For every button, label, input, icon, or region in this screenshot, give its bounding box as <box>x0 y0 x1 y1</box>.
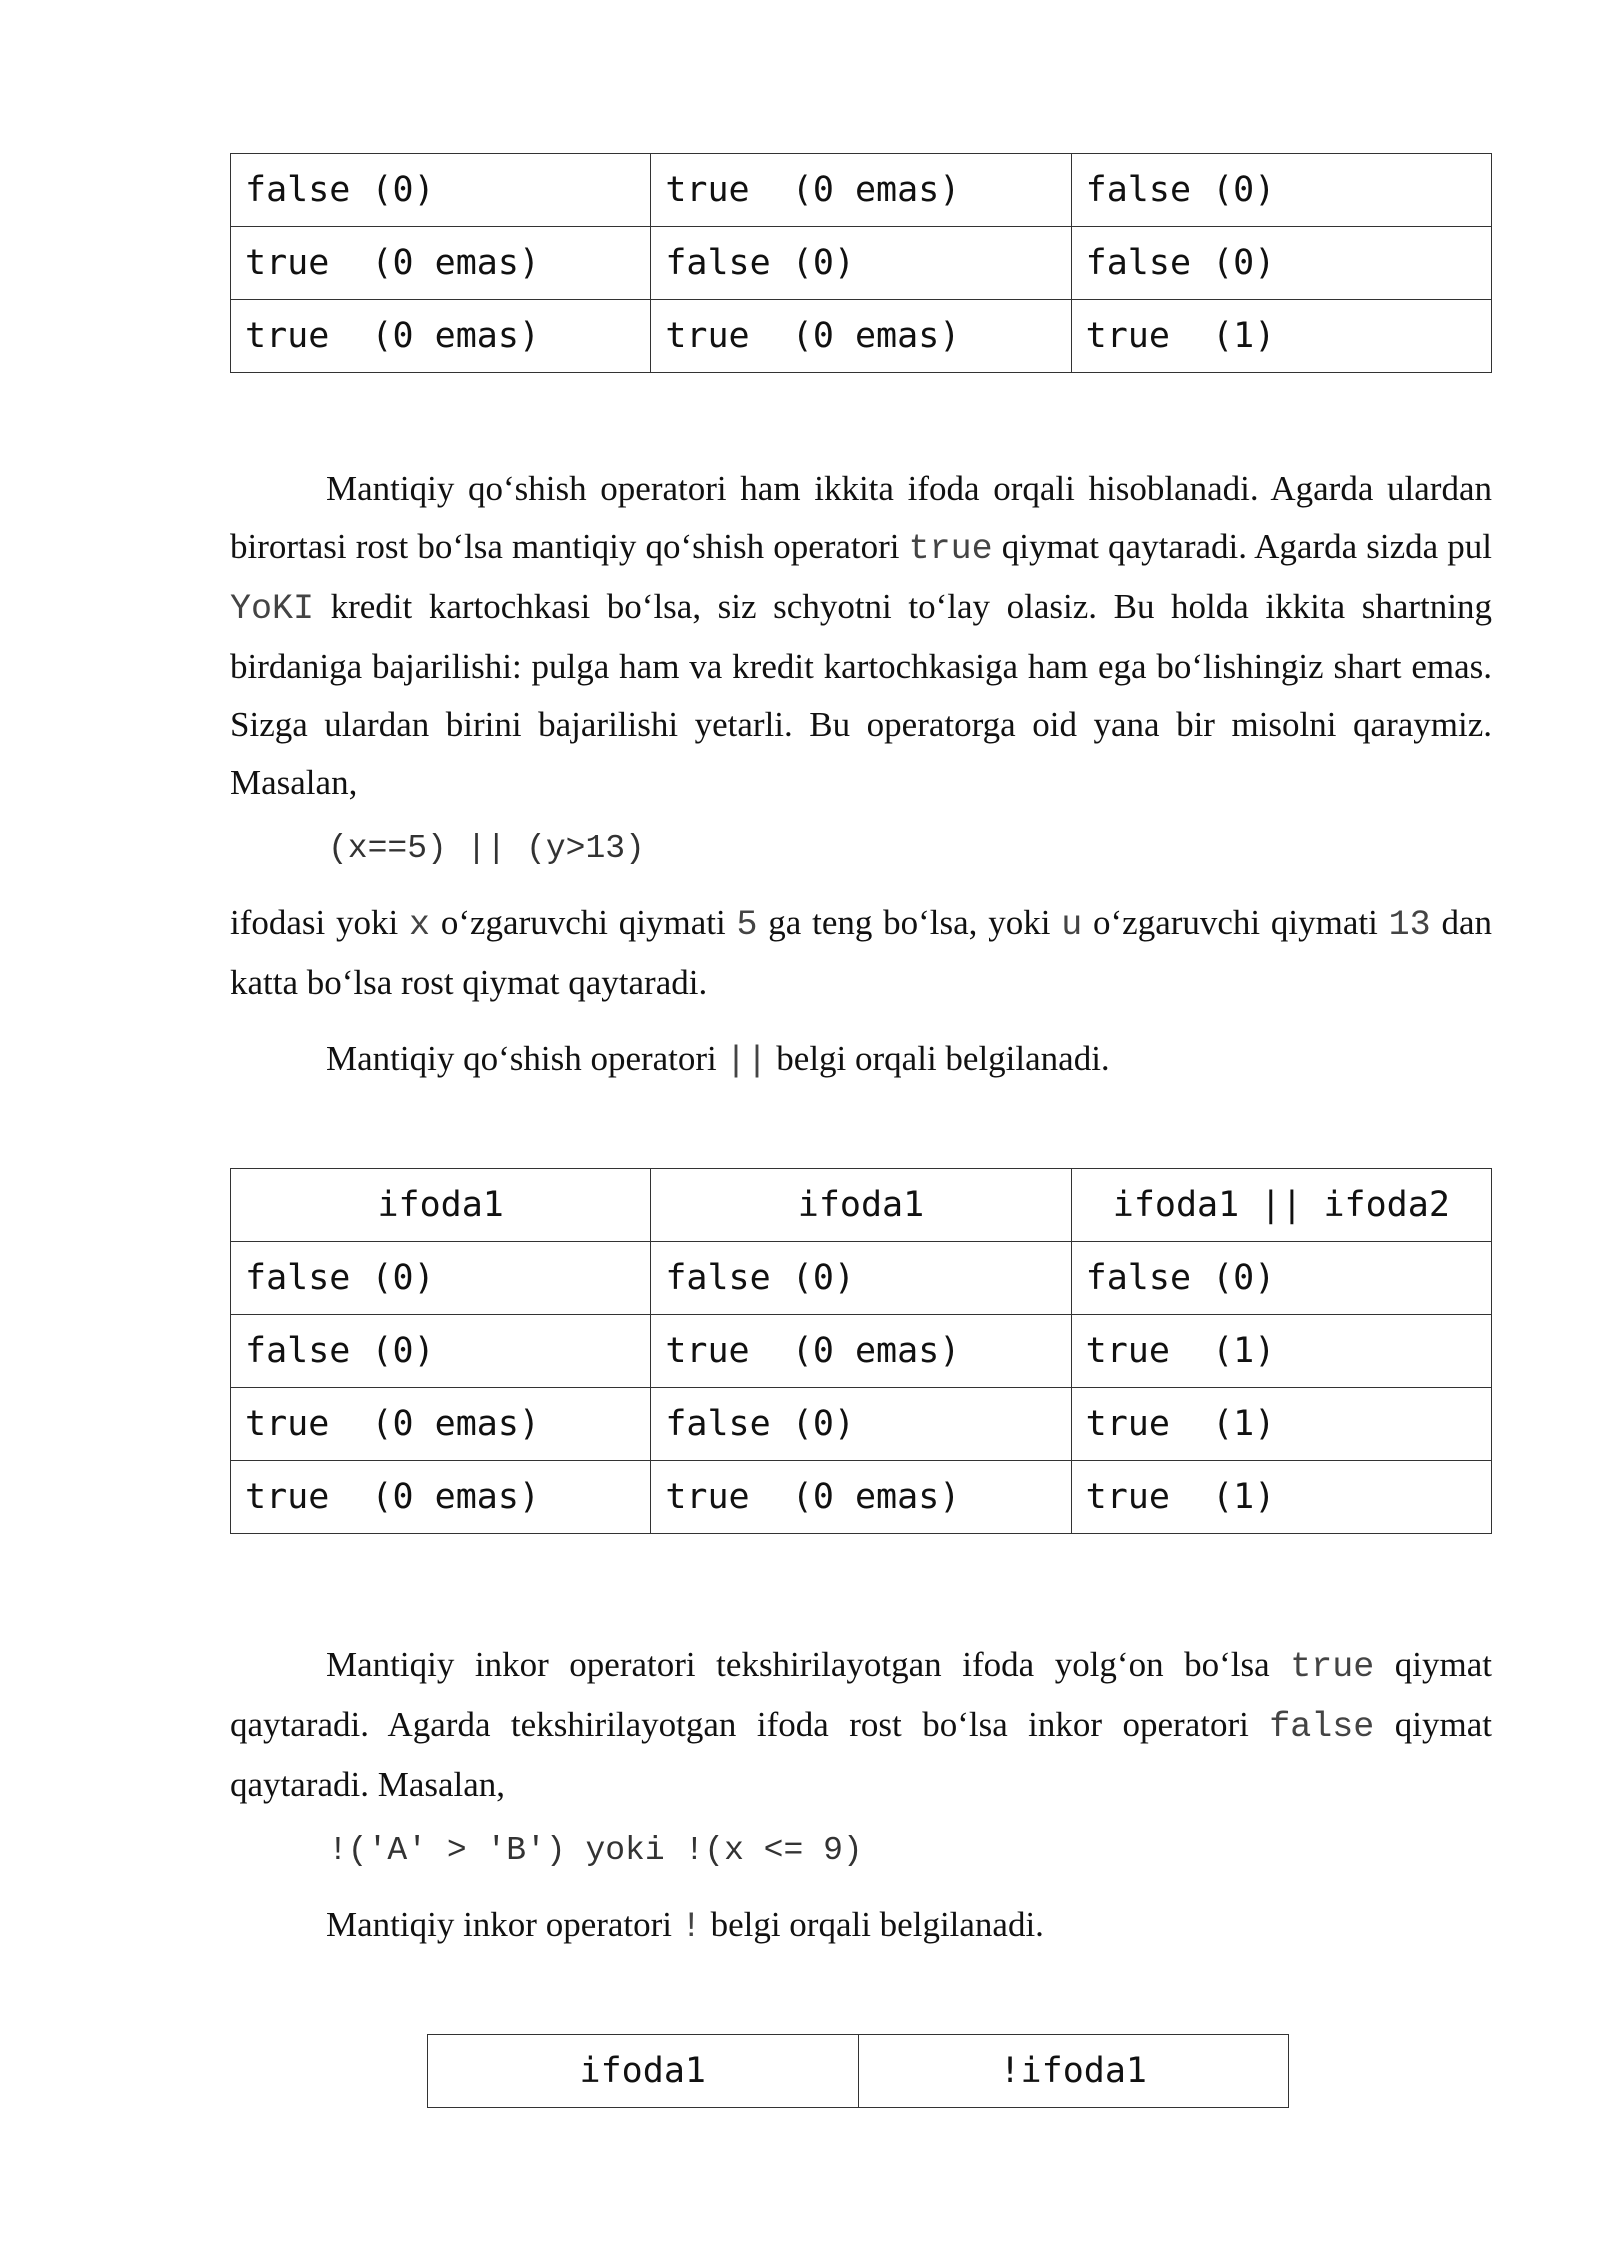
inline-code: ! <box>680 1907 702 1947</box>
truth-table-and <box>230 153 1492 373</box>
paragraph-not-symbol <box>230 1896 1492 1956</box>
table-cell: false (0) <box>1071 1242 1491 1315</box>
text-run: qiymat qaytaradi. Agarda sizda pul <box>992 527 1492 566</box>
inline-code: 5 <box>736 905 758 945</box>
table-header-cell: ifoda1 || ifoda2 <box>1071 1169 1491 1242</box>
table-cell: false (0) <box>231 1315 651 1388</box>
inline-code: || <box>725 1041 768 1081</box>
inline-code: YoKI <box>230 589 315 629</box>
inline-code: true <box>908 529 993 569</box>
table-header-cell: ifoda1 <box>231 1169 651 1242</box>
text-run: ifodasi yoki <box>230 903 410 942</box>
table-cell: false (0) <box>651 1388 1071 1461</box>
text-run: belgi orqali belgilanadi. <box>767 1039 1110 1078</box>
text-run: belgi orqali belgilanadi. <box>701 1905 1044 1944</box>
table-cell: true (0 emas) <box>231 300 651 373</box>
inline-code: true <box>1290 1647 1375 1687</box>
table-row <box>231 1388 1492 1461</box>
table-cell: false (0) <box>651 227 1071 300</box>
table-cell: true (1) <box>1071 1388 1491 1461</box>
table-cell: true (0 emas) <box>231 1388 651 1461</box>
code-example-or: (x==5) || (y>13) <box>328 830 645 867</box>
paragraph-not-description <box>230 1636 1492 1814</box>
table-cell: true (1) <box>1071 1315 1491 1388</box>
text-run: o‘zgaruvchi qiymati <box>430 903 737 942</box>
table-cell: true (0 emas) <box>651 1315 1071 1388</box>
table-cell: false (0) <box>1071 227 1491 300</box>
table-cell: false (0) <box>231 154 651 227</box>
table-row <box>231 1315 1492 1388</box>
text-run: Mantiqiy qo‘shish operatori <box>326 1039 726 1078</box>
text-run: Mantiqiy qo‘shish operatori ham ikkita ifoda orqali hisoblanadi. Agarda ulardan birortasi rost bo‘lsa mantiqiy qo‘shish operatori <box>230 469 1492 566</box>
table-cell: true (0 emas) <box>231 227 651 300</box>
table-header-cell: ifoda1 <box>651 1169 1071 1242</box>
table-cell: true (1) <box>1071 300 1491 373</box>
table-cell: true (0 emas) <box>231 1461 651 1534</box>
truth-table-not <box>427 2034 1289 2108</box>
table-cell: true (0 emas) <box>651 1461 1071 1534</box>
text-run: qiymat qaytaradi. Agarda tekshirilayotgan ifoda rost bo‘lsa inkor operatori <box>230 1645 1492 1744</box>
truth-table-or <box>230 1168 1492 1534</box>
inline-code: u <box>1061 905 1083 945</box>
table-row <box>231 227 1492 300</box>
inline-code: 13 <box>1388 905 1431 945</box>
table-cell: false (0) <box>1071 154 1491 227</box>
table-header-cell: !ifoda1 <box>858 2035 1289 2108</box>
text-run: Mantiqiy inkor operatori <box>326 1905 681 1944</box>
table-header-cell: ifoda1 <box>428 2035 859 2108</box>
inline-code: false <box>1269 1707 1375 1747</box>
text-run: o‘zgaruvchi qiymati <box>1082 903 1389 942</box>
text-run: ga teng bo‘lsa, yoki <box>757 903 1062 942</box>
table-header-row <box>231 1169 1492 1242</box>
code-example-not: !('A' > 'B') yoki !(x <= 9) <box>328 1832 863 1869</box>
table-row <box>231 154 1492 227</box>
text-run: dan katta bo‘lsa rost qiymat qaytaradi. <box>230 903 1492 1002</box>
paragraph-or-symbol <box>230 1030 1492 1090</box>
table-row <box>231 1242 1492 1315</box>
text-run: Mantiqiy inkor operatori tekshirilayotgan ifoda yolg‘on bo‘lsa <box>326 1645 1291 1684</box>
table-cell: false (0) <box>651 1242 1071 1315</box>
inline-code: x <box>409 905 431 945</box>
table-header-row <box>428 2035 1289 2108</box>
paragraph-or-explanation <box>230 894 1492 1012</box>
table-cell: true (1) <box>1071 1461 1491 1534</box>
table-cell: true (0 emas) <box>651 300 1071 373</box>
table-cell: true (0 emas) <box>651 154 1071 227</box>
table-row <box>231 1461 1492 1534</box>
paragraph-or-description <box>230 460 1492 812</box>
text-run: qiymat qaytaradi. Masalan, <box>230 1705 1492 1804</box>
table-row <box>231 300 1492 373</box>
text-run: kredit kartochkasi bo‘lsa, siz schyotni to‘lay olasiz. Bu holda ikkita shartning birdaniga bajarilishi: pulga ham va kredit kartochkasiga ham ega bo‘lishingiz shart emas. Sizga ulardan birini bajarilishi yetarli. Bu operatorga oid yana bir misolni qaraymiz. Masalan, <box>230 587 1492 802</box>
table-cell: false (0) <box>231 1242 651 1315</box>
